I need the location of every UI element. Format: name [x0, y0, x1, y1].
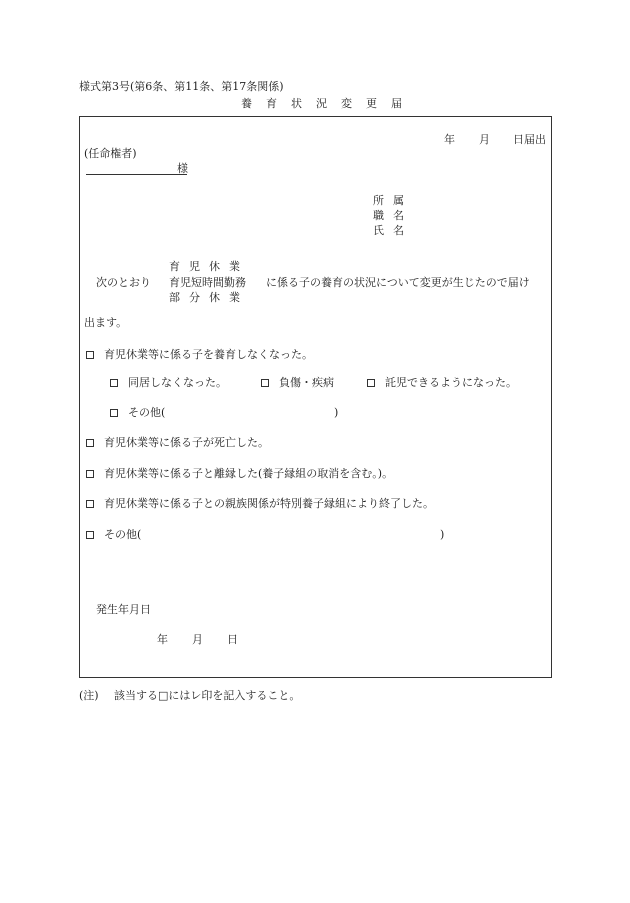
statement-prefix: 次のとおり [96, 276, 151, 289]
sub-option-other-label: その他( [128, 406, 166, 419]
affiliation-label: 所属 [373, 194, 413, 207]
note-text: 該当する□にはレ印を記入すること。 [114, 689, 301, 702]
checkbox-special-adoption[interactable] [86, 500, 94, 508]
sub-option-no-cohabit-label: 同居しなくなった。 [128, 376, 227, 389]
position-label: 職名 [373, 209, 413, 222]
option-other-close: ) [440, 528, 445, 541]
sub-option-injury-illness-label: 負傷・疾病 [279, 376, 334, 389]
sub-option-other [110, 407, 165, 418]
sub-option-other-close: ) [334, 406, 339, 419]
leave-type-short-hours: 育児短時間勤務 [169, 276, 246, 289]
option-death-label: 育児休業等に係る子が死亡した。 [104, 436, 269, 449]
checkbox-not-raising[interactable] [86, 351, 94, 359]
checkbox-injury-illness[interactable] [261, 379, 269, 387]
option-other-label: その他( [104, 528, 142, 541]
form-frame [79, 116, 552, 678]
option-separation [86, 468, 393, 479]
sub-option-childcare-available-label: 託児できるようになった。 [385, 376, 517, 389]
sub-option-no-cohabit [110, 377, 227, 388]
occurrence-date-label: 発生年月日 [96, 603, 151, 616]
addressee-blank[interactable] [86, 174, 187, 175]
leave-type-partial-leave: 部分休業 [169, 291, 249, 304]
submit-year-label: 年 [444, 133, 455, 146]
note-label: (注) [79, 689, 99, 702]
checkbox-separation[interactable] [86, 470, 94, 478]
option-separation-label: 育児休業等に係る子と離縁した(養子縁組の取消を含む。)。 [104, 467, 394, 480]
checkbox-no-cohabit[interactable] [110, 379, 118, 387]
sub-option-injury-illness [261, 377, 334, 388]
addressee-honorific: 様 [177, 162, 188, 175]
checkbox-childcare-available[interactable] [367, 379, 375, 387]
name-label: 氏名 [373, 224, 413, 237]
option-special-adoption [86, 498, 434, 509]
checkbox-other[interactable] [86, 531, 94, 539]
occurrence-year-label: 年 [157, 633, 168, 646]
appointing-authority-label: (任命権者) [84, 147, 137, 160]
submit-day-label: 日届出 [513, 133, 546, 146]
checkbox-death[interactable] [86, 439, 94, 447]
option-death [86, 437, 269, 448]
option-other [86, 529, 141, 540]
occurrence-day-label: 日 [227, 633, 238, 646]
statement-body: に係る子の養育の状況について変更が生じたので届け [266, 276, 530, 289]
form-title: 養育状況変更届 [241, 97, 416, 110]
sub-option-childcare-available [367, 377, 517, 388]
occurrence-month-label: 月 [192, 633, 203, 646]
checkbox-sub-other[interactable] [110, 409, 118, 417]
option-not-raising [86, 349, 313, 360]
leave-type-childcare-leave: 育児休業 [169, 260, 249, 273]
submit-month-label: 月 [479, 133, 490, 146]
form-number: 様式第3号(第6条、第11条、第17条関係) [79, 80, 284, 93]
option-not-raising-label: 育児休業等に係る子を養育しなくなった。 [104, 348, 313, 361]
statement-continuation: 出ます。 [84, 316, 128, 329]
option-special-adoption-label: 育児休業等に係る子との親族関係が特別養子縁組により終了した。 [104, 497, 434, 510]
